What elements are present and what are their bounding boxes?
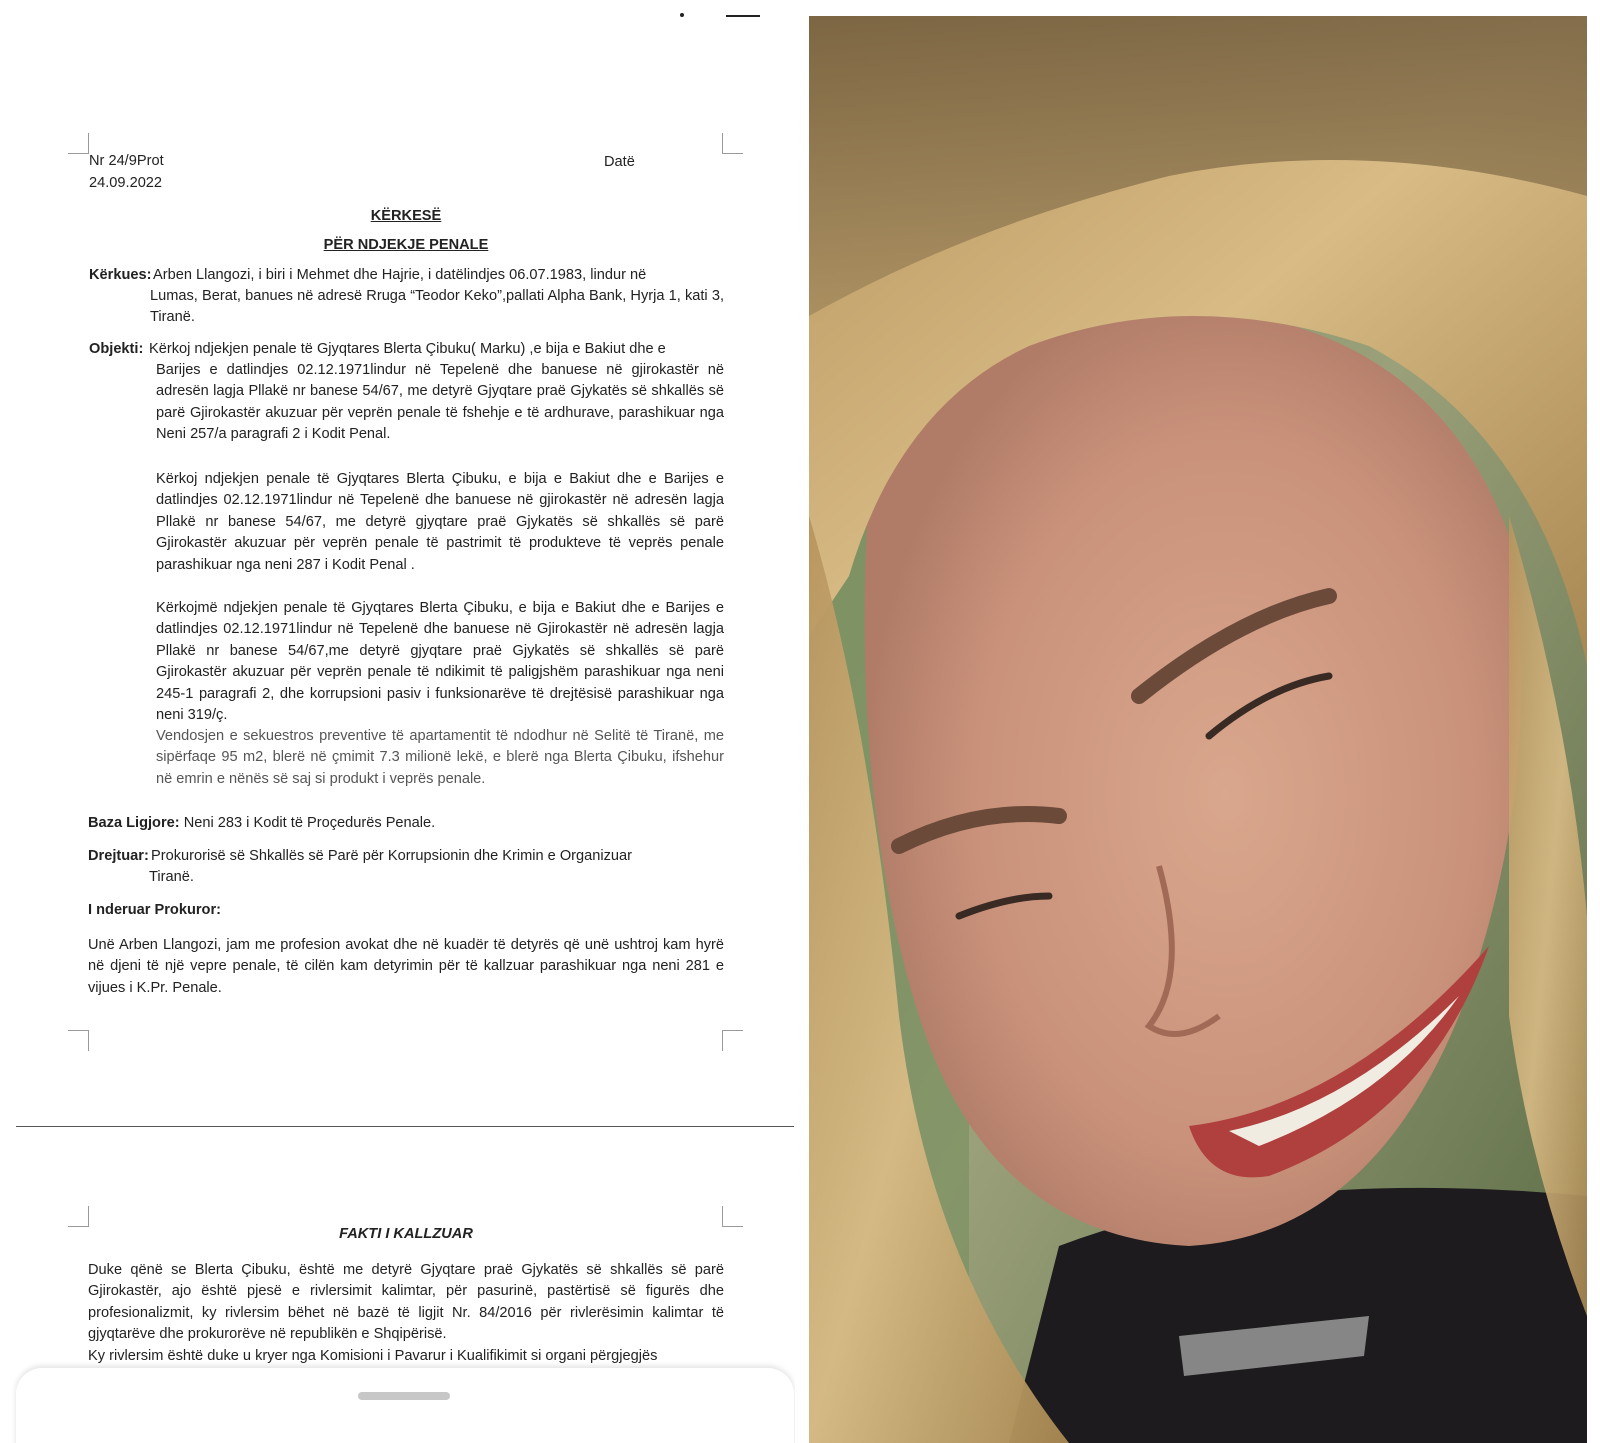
legal-basis-label: Baza Ligjore:	[88, 815, 180, 831]
objekti-details: Barijes e datlindjes 02.12.1971lindur në Tepelenë dhe banuese në gjirokastër në adresën lagja Pllakë nr banese 54/67, me detyrë Gjyqtare praë Gjykatës së shkallës së parë Gjirokastër akuzuar për veprën penale të fshehje e të ardhurave, parashikuar nga Neni 257/a paragrafi 2 i Kodit Penal.	[156, 362, 724, 443]
kerkues-line-1: Arben Llangozi, i biri i Mehmet dhe Hajrie, i datëlindjes 06.07.1983, lindur në	[153, 267, 647, 283]
addressed-to-label: Drejtuar:	[88, 848, 149, 864]
document-subtitle: PËR NDJEKJE PENALE	[323, 237, 489, 253]
intro-paragraph: Unë Arben Llangozi, jam me profesion avokat dhe në kuadër të detyrës që unë ushtroj kam hyrë në djeni të një vepre penale, të cilën kam detyrimin për të kallzuar parashikuar nga neni 281 e vijues i K.Pr. Penale.	[88, 937, 724, 996]
crop-mark-top-right	[722, 133, 743, 154]
status-bar-mark	[680, 13, 684, 17]
document-title: KËRKESË	[370, 208, 442, 224]
portrait-photo	[809, 16, 1587, 1443]
request-paragraph-2: Kërkoj ndjekjen penale të Gjyqtares Blerta Çibuku, e bija e Bakiut dhe e Barijes e datlindjes 02.12.1971lindur në Tepelenë dhe banuese në gjirokastër në adresën lagja Pllakë nr banese 54/67, me detyrë gjyqtare praë Gjykatës së shkallës së parë Gjirokastër akuzuar për veprën penale të pastrimit të produkteve të veprës penale parashikuar nga neni 287 i Kodit Penal .	[156, 471, 724, 573]
legal-basis	[88, 813, 435, 834]
bottom-sheet[interactable]	[16, 1368, 794, 1443]
portrait-photo-illustration	[809, 16, 1587, 1443]
page2-paragraph-2: Ky rivlersim është duke u kryer nga Komisioni i Pavarur i Kualifikimit si organi përgjegjës	[88, 1348, 658, 1364]
objekti-line-1: Kërkoj ndjekjen penale të Gjyqtares Blerta Çibuku( Marku) ,e bija e Bakiut dhe e	[149, 341, 666, 357]
reference-date: 24.09.2022	[89, 175, 163, 191]
objekti-label: Objekti:	[89, 341, 144, 357]
crop-mark-top-left	[68, 133, 89, 154]
kerkues-details: Lumas, Berat, banues në adresë Rruga “Teodor Keko”,pallati Alpha Bank, Hyrja 1, kati 3, Tiranë.	[150, 288, 724, 326]
crop-mark-bottom-right	[722, 1030, 743, 1051]
reference-number: Nr 24/9Prot	[89, 153, 164, 169]
legal-basis-text: Neni 283 i Kodit të Proçedurës Penale.	[179, 815, 436, 831]
crop-mark-bottom-left	[68, 1030, 89, 1051]
sequestration-paragraph: Vendosjen e sekuestros preventive të apartamentit të ndodhur në Selitë të Tiranë, me sipërfaqe 95 m2, blerë në çmimit 7.3 milionë lekë, e blerë nga Blerta Çibuku, ifshehur në emrin e nënës së saj si produkt i veprës penale.	[156, 728, 724, 787]
document-viewer[interactable]	[0, 0, 795, 1443]
page-separator	[16, 1126, 794, 1127]
kerkues-label: Kërkues:	[89, 267, 152, 283]
status-bar-fragment	[726, 15, 760, 17]
date-label: Datë	[604, 154, 635, 170]
page2-crop-mark-left	[68, 1206, 89, 1227]
page2-paragraph-1: Duke qënë se Blerta Çibuku, është me detyrë Gjyqtare praë Gjykatës së shkallës së parë Gjirokastër, ajo është pjesë e rivlersimit kalimtar, për pasurinë, pastërtisë së figurës dhe profesionalizmit, ky rivlersim bëhet në bazë të ligjit Nr. 84/2016 për rivlerësimin kalimtar të gjyqtarëve dhe prokurorëve në republikën e Shqipërisë.	[88, 1262, 724, 1343]
bottom-sheet-drag-handle[interactable]	[358, 1392, 450, 1400]
page2-crop-mark-right	[722, 1206, 743, 1227]
salutation: I nderuar Prokuror:	[88, 902, 221, 918]
request-paragraph-3: Kërkojmë ndjekjen penale të Gjyqtares Blerta Çibuku, e bija e Bakiut dhe e Barijes e datlindjes 02.12.1971lindur në Tepelenë dhe banuese në Gjirokastër në adresën lagja Pllakë nr banese 54/67,me detyrë gjyqtare praë Gjykatës së shkallës së parë Gjirokastër akuzuar për veprën penale të ndikimit të paligjshëm parashikuar nga neni 245-1 paragrafi 2, dhe korrupsioni pasiv i funksionarëve të drejtësisë parashikuar nga neni 319/ç.	[156, 600, 724, 724]
addressed-to-line-1: Prokurorisë së Shkallës së Parë për Korrupsionin dhe Krimin e Organizuar	[151, 848, 633, 864]
addressed-to-city: Tiranë.	[149, 869, 194, 885]
page2-heading: FAKTI I KALLZUAR	[339, 1226, 473, 1242]
